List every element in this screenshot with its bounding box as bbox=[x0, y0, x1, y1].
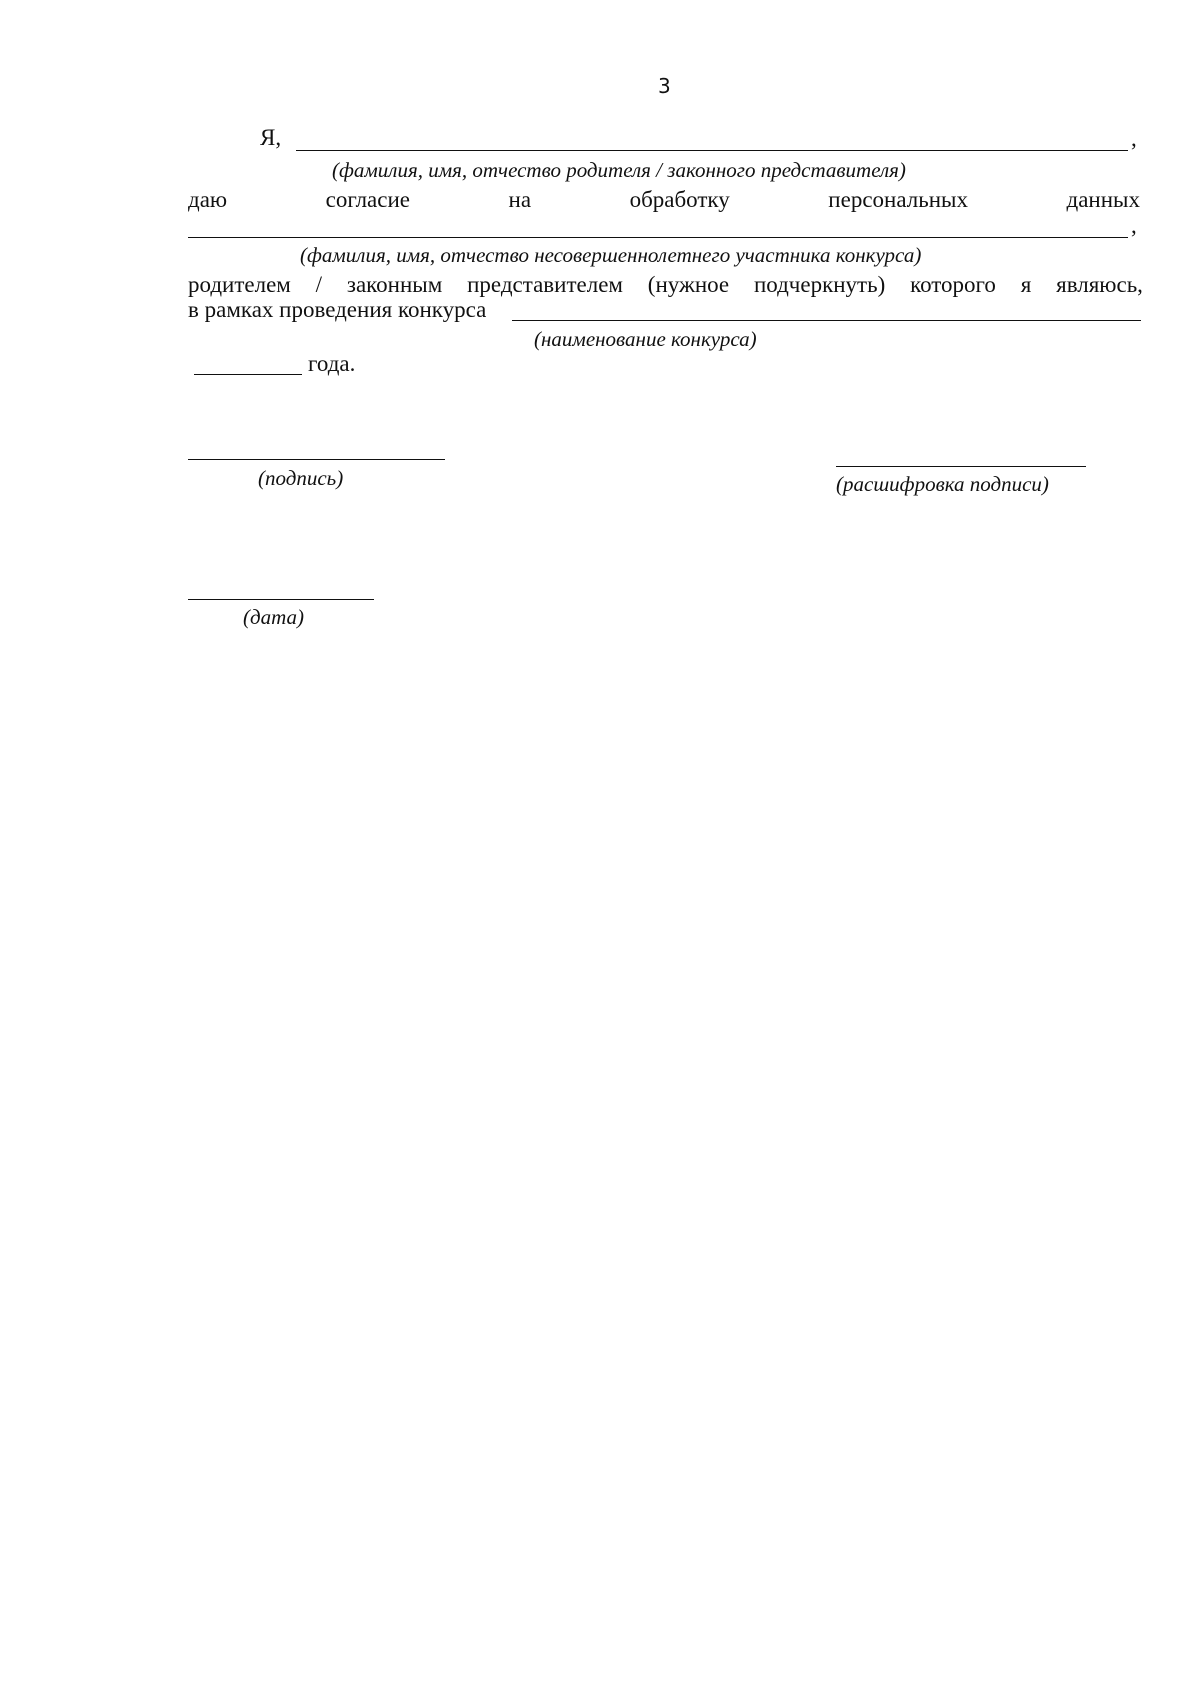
consent-word: данных bbox=[1066, 187, 1140, 212]
signature-decoding-field[interactable] bbox=[836, 466, 1086, 467]
representative-word: законным bbox=[346, 272, 443, 297]
consent-word: даю bbox=[188, 187, 228, 212]
contest-name-field[interactable] bbox=[512, 320, 1141, 321]
date-field[interactable] bbox=[188, 599, 374, 600]
contest-label: в рамках проведения конкурса bbox=[188, 297, 487, 322]
page-number: 3 bbox=[658, 74, 671, 98]
consent-word: согласие bbox=[325, 187, 410, 212]
parent-name-field[interactable] bbox=[296, 150, 1128, 151]
child-name-caption: (фамилия, имя, отчество несовершеннолетнего участника конкурса) bbox=[300, 243, 922, 267]
representative-word: родителем bbox=[188, 272, 291, 297]
representative-line bbox=[188, 272, 1143, 298]
consent-word: обработку bbox=[629, 187, 730, 212]
consent-word: на bbox=[508, 187, 532, 212]
representative-word: представителем bbox=[467, 272, 623, 297]
representative-word: я bbox=[1020, 272, 1032, 297]
parent-prefix: Я, bbox=[260, 125, 282, 150]
signature-caption: (подпись) bbox=[258, 466, 344, 490]
child-name-comma: , bbox=[1131, 213, 1137, 238]
date-caption: (дата) bbox=[243, 605, 305, 629]
consent-word: персональных bbox=[828, 187, 968, 212]
contest-name-caption: (наименование конкурса) bbox=[534, 327, 757, 351]
representative-word: которого bbox=[910, 272, 996, 297]
signature-field[interactable] bbox=[188, 459, 445, 460]
representative-word: являюсь, bbox=[1056, 272, 1143, 297]
year-label: года. bbox=[308, 351, 356, 376]
year-field[interactable] bbox=[194, 374, 302, 375]
representative-word: (нужное bbox=[647, 272, 730, 297]
signature-decoding-caption: (расшифровка подписи) bbox=[836, 472, 1049, 496]
representative-word: подчеркнуть) bbox=[753, 272, 886, 297]
parent-name-caption: (фамилия, имя, отчество родителя / законного представителя) bbox=[332, 158, 906, 182]
representative-word: / bbox=[315, 272, 323, 297]
parent-name-comma: , bbox=[1131, 126, 1137, 151]
child-name-field[interactable] bbox=[188, 237, 1128, 238]
consent-line bbox=[188, 187, 1140, 213]
